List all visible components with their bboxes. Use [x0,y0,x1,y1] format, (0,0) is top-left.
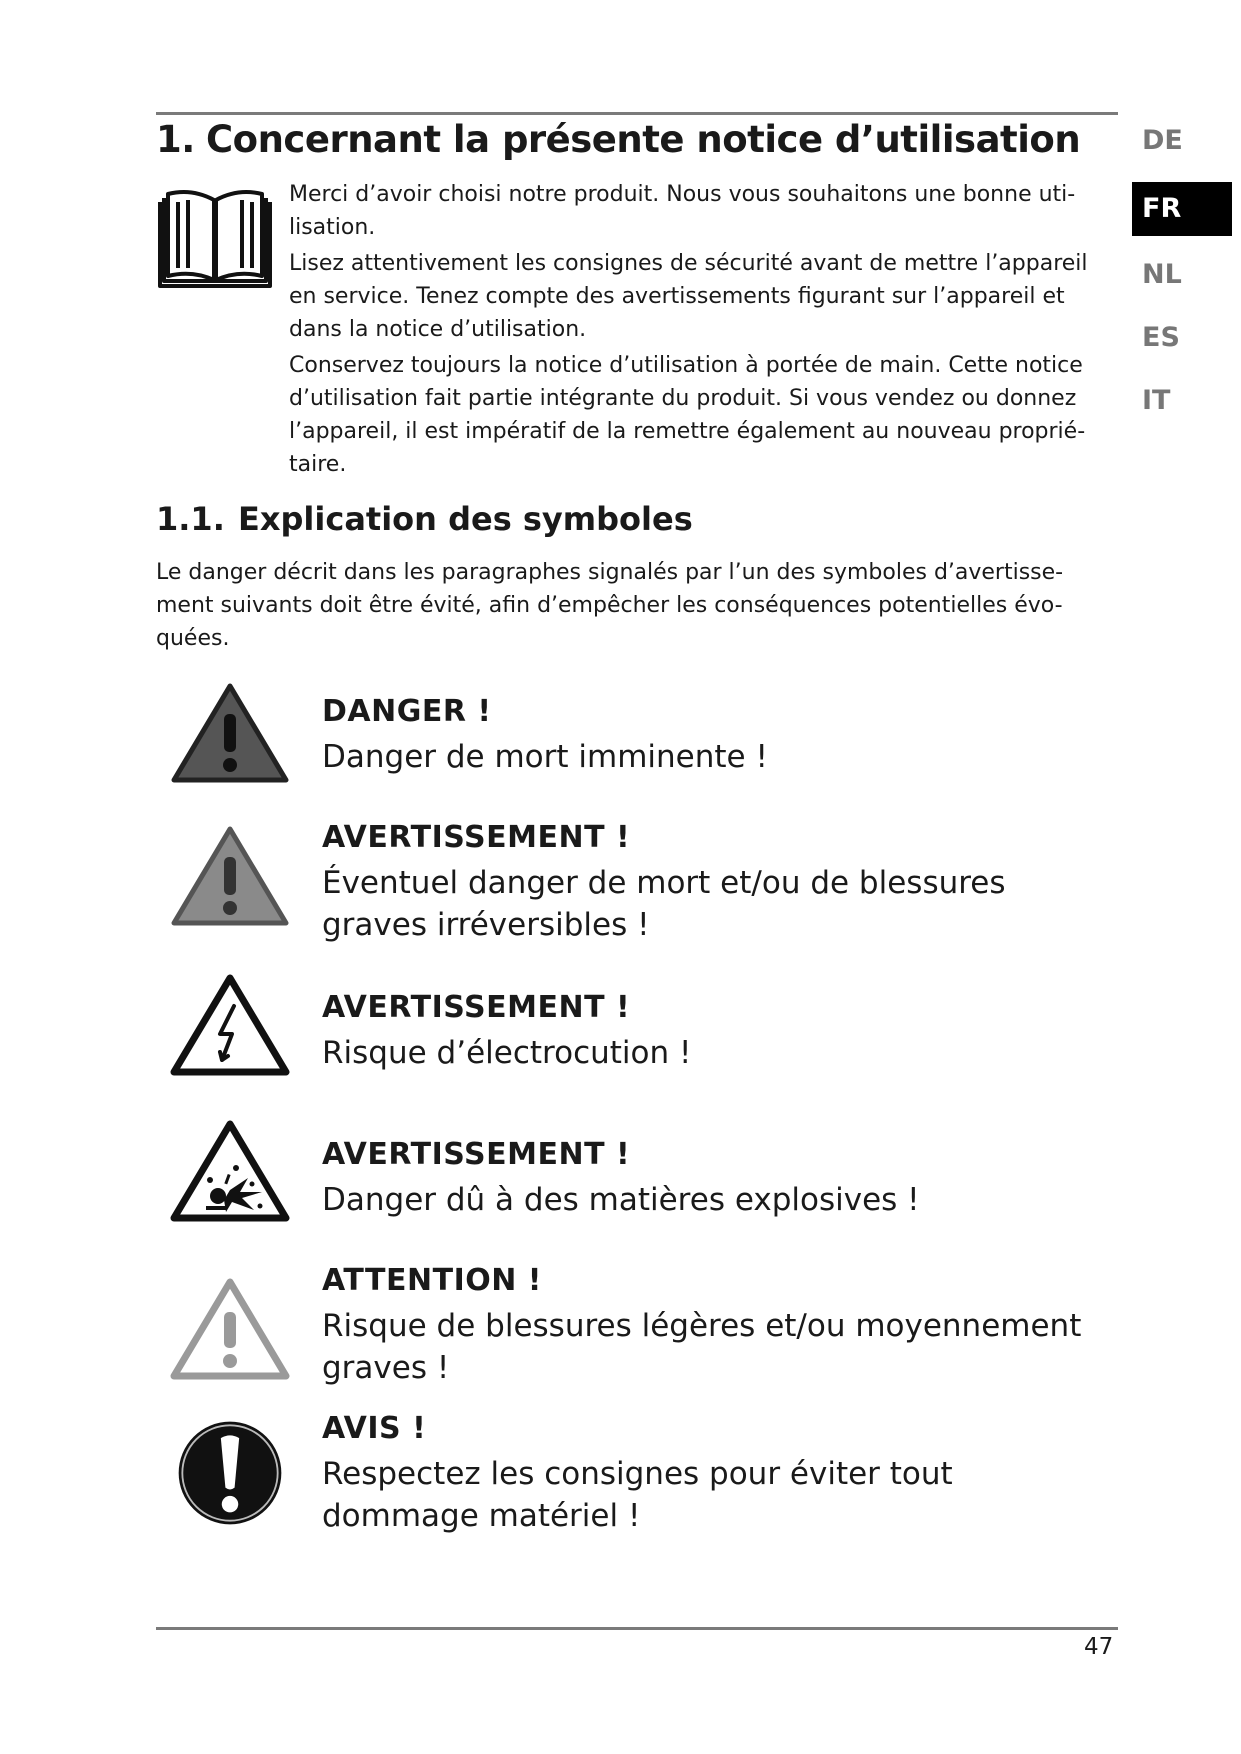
section-title: Concernant la présente notice d’utilisation [206,118,1081,161]
page-number: 47 [1084,1634,1114,1660]
language-tab-nl[interactable]: NL [1142,259,1182,290]
language-tab-fr[interactable]: FR [1132,182,1232,236]
intro-paragraph: Lisez attentivement les consignes de sécurité avant de mettre l’appareil en service. Tenez compte des avertissements figurant sur l’appareil et dans la notice d’utilisation. [289,251,1088,342]
symbol-text: Risque de blessures légères et/ou moyennement graves ! [322,1308,1082,1386]
intro-paragraph: Conservez toujours la notice d’utilisation à portée de main. Cette notice d’utilisation fait partie intégrante du produit. Si vous vendez ou donnez l’appareil, il est impératif de la remettre également au nouveau proprié-taire. [289,353,1086,477]
symbol-text: Danger dû à des matières explosives ! [322,1182,920,1218]
top-rule [156,112,1118,115]
symbol-title: DANGER ! [322,694,492,729]
electric-shock-icon [170,972,290,1082]
caution-triangle-icon [170,1276,290,1386]
language-tab-es[interactable]: ES [1142,322,1180,353]
intro-text [289,178,1119,484]
symbol-text: Risque d’électrocution ! [322,1035,692,1071]
subsection-number: 1.1. [156,500,225,538]
intro-paragraph: Merci d’avoir choisi notre produit. Nous vous souhaitons une bonne uti-lisation. [289,182,1076,240]
section-number: 1. [156,118,195,161]
symbol-text: Éventuel danger de mort et/ou de blessures graves irréversibles ! [322,865,1006,943]
symbol-title: AVERTISSEMENT ! [322,1137,631,1172]
symbols-description: Le danger décrit dans les paragraphes signalés par l’un des symboles d’avertisse-ment suivants doit être évité, afin d’empêcher les conséquences potentielles évo-quées. [156,560,1064,651]
symbol-title: ATTENTION ! [322,1263,542,1298]
danger-triangle-icon [170,680,290,790]
language-tab-it[interactable]: IT [1142,385,1171,416]
subsection-title-text: Explication des symboles [238,500,693,538]
explosive-icon [170,1118,290,1228]
language-tab-de[interactable]: DE [1142,125,1183,156]
symbol-title: AVERTISSEMENT ! [322,990,631,1025]
symbol-text: Danger de mort imminente ! [322,739,768,775]
symbol-text: Respectez les consignes pour éviter tout dommage matériel ! [322,1456,953,1534]
subsection-title [156,500,693,538]
symbol-title: AVERTISSEMENT ! [322,820,631,855]
notice-circle-icon [170,1418,290,1528]
bottom-rule [156,1627,1118,1630]
page-title [156,118,1080,161]
symbol-title: AVIS ! [322,1411,427,1446]
warning-triangle-icon [170,823,290,933]
open-book-icon [156,186,274,290]
